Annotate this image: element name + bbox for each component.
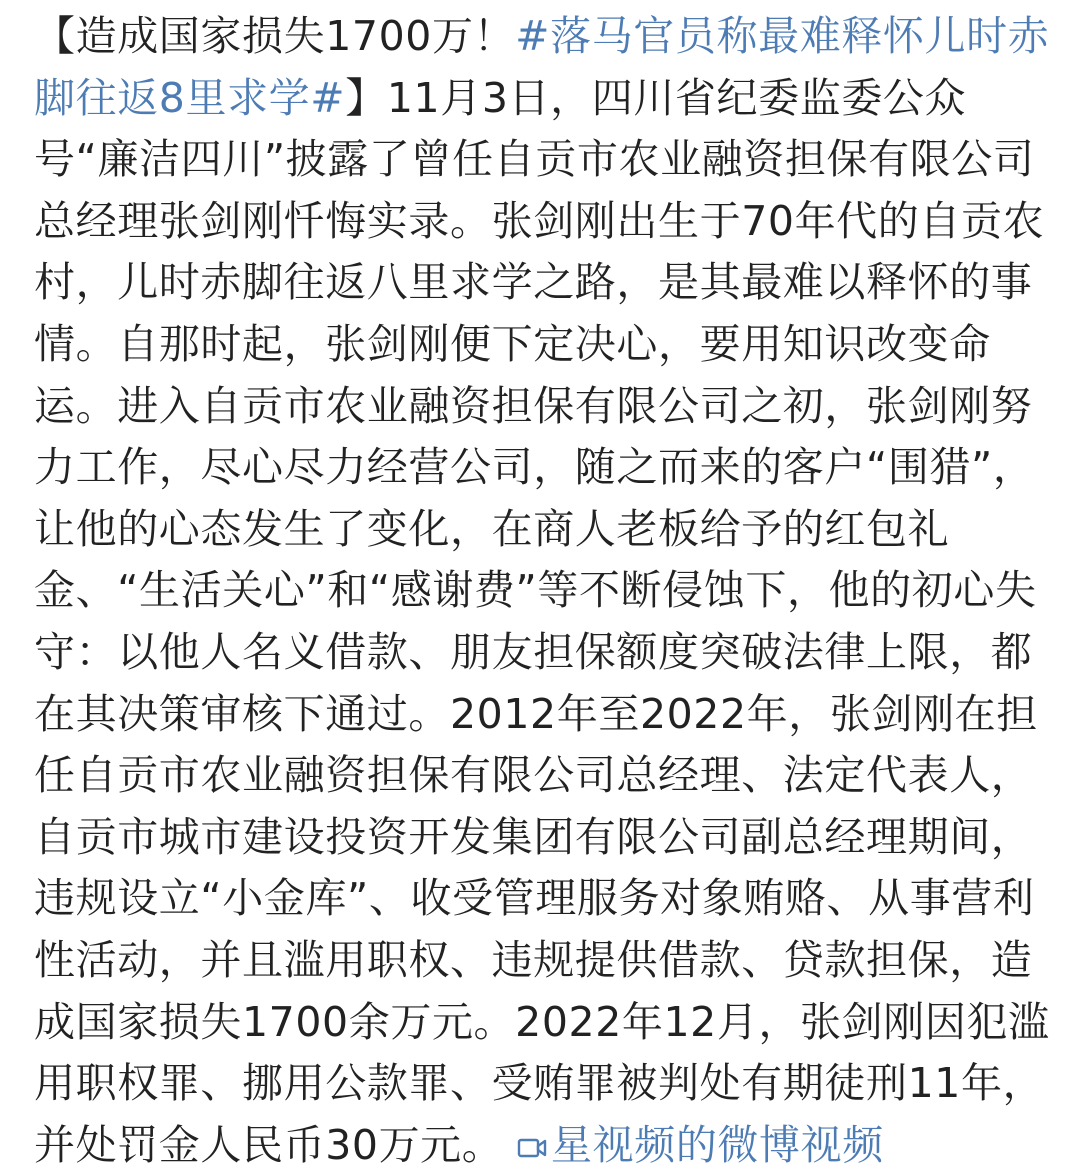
video-camera-icon: [517, 1135, 547, 1161]
headline-bracket-open: 【: [34, 12, 76, 60]
post-body: 11月3日，四川省纪委监委公众号“廉洁四川”披露了曾任自贡市农业融资担保有限公司总经理张剑刚忏悔实录。张剑刚出生于70年代的自贡农村，儿时赤脚往返八里求学之路，是其最难以释怀的事情。自那时起，张剑刚便下定决心，要用知识改变命运。进入自贡市农业融资担保有限公司之初，张剑刚努力工作，尽心尽力经营公司，随之而来的客户“围猎”，让他的心态发生了变化，在商人老板给予的红包礼金、“生活关心”和“感谢费”等不断侵蚀下，他的初心失守：以他人名义借款、朋友担保额度突破法律上限，都在其决策审核下通过。2012年至2022年，张剑刚在担任自贡市农业融资担保有限公司总经理、法定代表人，自贡市城市建设投资开发集团有限公司副总经理期间，违规设立“小金库”、收受管理服务对象贿赂、从事营利性活动，并且滥用职权、违规提供借款、贷款担保，造成国家损失1700余万元。2022年12月，张剑刚因犯滥用职权罪、挪用公款罪、受贿罪被判处有期徒刑11年，并处罚金人民币30万元。: [34, 73, 1050, 1169]
video-link-label: 星视频的微博视频: [551, 1120, 884, 1169]
video-link[interactable]: [517, 1121, 884, 1169]
topic-link[interactable]: #落马官员称最难释怀儿时赤脚往返8里求学#: [34, 12, 1050, 122]
headline: 造成国家损失1700万！: [75, 12, 516, 60]
headline-bracket-close: 】: [345, 73, 387, 122]
